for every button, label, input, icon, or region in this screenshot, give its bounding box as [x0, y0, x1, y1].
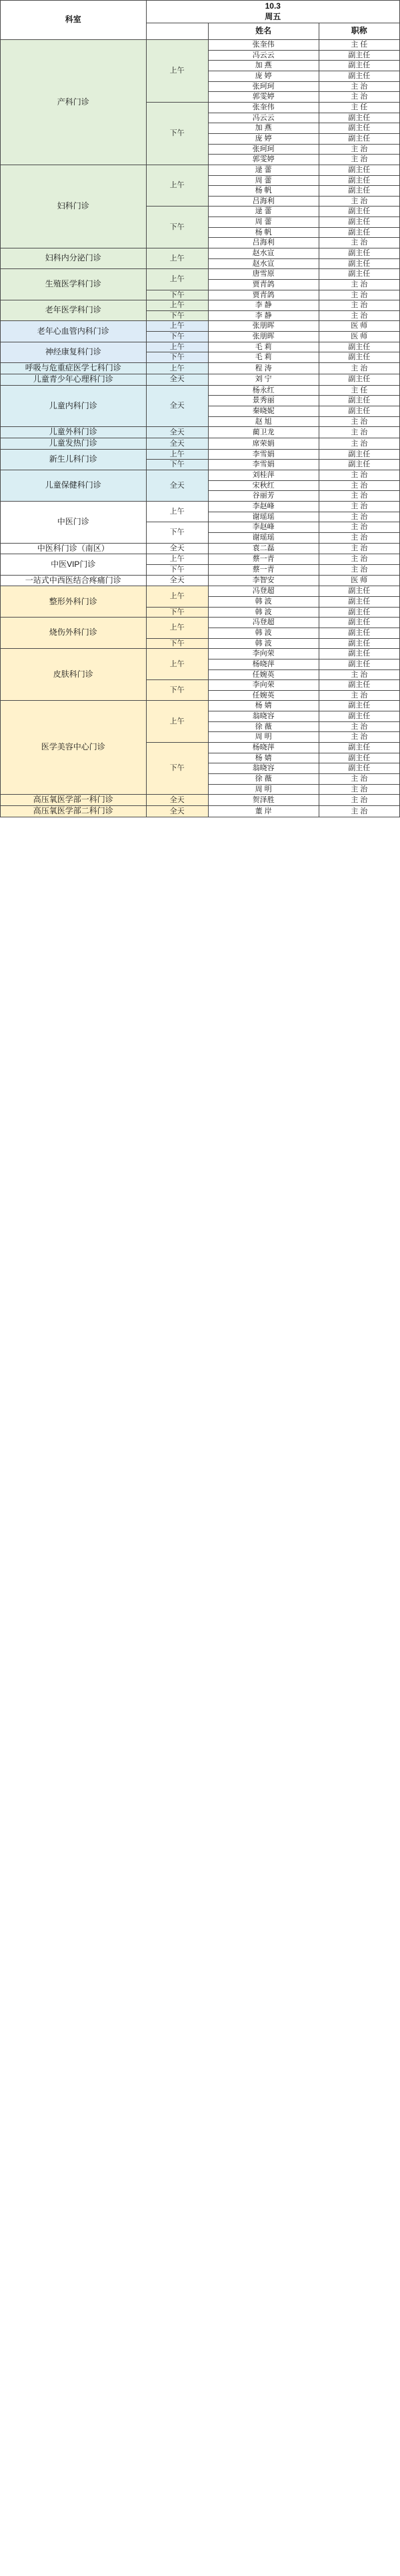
half-day-cell: 全天	[146, 470, 208, 502]
header-dept-cell: 科室	[1, 1, 147, 40]
dept-cell: 儿童外科门诊	[1, 427, 147, 438]
doctor-name-cell[interactable]: 景秀丽	[208, 396, 319, 406]
doctor-title-cell: 主 治	[319, 721, 399, 732]
dept-cell: 儿童内科门诊	[1, 385, 147, 427]
table-row	[1, 502, 400, 512]
doctor-title-cell: 副主任	[319, 175, 399, 186]
dept-cell: 一站式中西医结合疼痛门诊	[1, 575, 147, 586]
doctor-name-cell[interactable]: 周 蕾	[208, 217, 319, 228]
half-day-cell: 下午	[146, 460, 208, 470]
half-day-cell: 下午	[146, 352, 208, 363]
doctor-title-cell: 医 师	[319, 321, 399, 332]
dept-cell: 老年医学科门诊	[1, 300, 147, 321]
table-row	[1, 649, 400, 659]
doctor-title-cell: 主 治	[319, 543, 399, 554]
doctor-title-cell: 副主任	[319, 207, 399, 217]
doctor-name-cell[interactable]: 蔡一青	[208, 565, 319, 576]
table-row	[1, 470, 400, 481]
table-row	[1, 40, 400, 51]
table-row	[1, 438, 400, 450]
doctor-name-cell[interactable]: 庞 婷	[208, 133, 319, 144]
doctor-title-cell: 医 师	[319, 332, 399, 342]
doctor-title-cell: 副主任	[319, 701, 399, 711]
doctor-name-cell[interactable]: 席荣娟	[208, 438, 319, 450]
table-row	[1, 701, 400, 711]
doctor-name-cell[interactable]: 谢瑶瑶	[208, 532, 319, 543]
dept-cell: 儿童保健科门诊	[1, 470, 147, 502]
doctor-title-cell: 副主任	[319, 597, 399, 608]
doctor-name-cell[interactable]: 李向荣	[208, 649, 319, 659]
doctor-title-cell: 副主任	[319, 352, 399, 363]
table-row	[1, 449, 400, 460]
doctor-title-cell: 主 治	[319, 784, 399, 795]
doctor-title-cell: 主 任	[319, 385, 399, 396]
table-row	[1, 554, 400, 565]
doctor-name-cell[interactable]: 杨 帆	[208, 227, 319, 238]
doctor-name-cell[interactable]: 吕海利	[208, 238, 319, 248]
dept-cell: 新生儿科门诊	[1, 449, 147, 470]
dept-cell: 儿童发热门诊	[1, 438, 147, 450]
doctor-title-cell: 主 治	[319, 491, 399, 502]
doctor-title-cell: 主 治	[319, 522, 399, 533]
doctor-title-cell: 副主任	[319, 71, 399, 82]
doctor-title-cell: 主 治	[319, 238, 399, 248]
table-row	[1, 165, 400, 175]
dept-cell: 中医门诊	[1, 502, 147, 544]
doctor-title-cell: 主 治	[319, 427, 399, 438]
doctor-title-cell: 副主任	[319, 680, 399, 691]
header-half-cell	[146, 23, 208, 40]
doctor-title-cell: 副主任	[319, 186, 399, 197]
doctor-title-cell: 副主任	[319, 374, 399, 385]
doctor-name-cell[interactable]: 张奎伟	[208, 40, 319, 51]
doctor-name-cell[interactable]: 张朋晖	[208, 332, 319, 342]
half-day-cell: 下午	[146, 607, 208, 618]
doctor-name-cell[interactable]: 周 蕾	[208, 175, 319, 186]
schedule-sheet	[0, 0, 400, 817]
doctor-name-cell[interactable]: 杨永红	[208, 385, 319, 396]
doctor-title-cell: 副主任	[319, 61, 399, 71]
doctor-name-cell[interactable]: 徐 薇	[208, 773, 319, 784]
dept-cell: 皮肤科门诊	[1, 649, 147, 701]
table-row	[1, 427, 400, 438]
doctor-title-cell: 副主任	[319, 618, 399, 628]
doctor-name-cell[interactable]: 翁晓容	[208, 763, 319, 774]
doctor-title-cell: 主 治	[319, 795, 399, 806]
doctor-title-cell: 主 任	[319, 40, 399, 51]
doctor-title-cell: 主 治	[319, 806, 399, 817]
table-row	[1, 363, 400, 374]
half-day-cell: 全天	[146, 438, 208, 450]
doctor-title-cell: 副主任	[319, 763, 399, 774]
half-day-cell: 下午	[146, 103, 208, 165]
doctor-title-cell: 副主任	[319, 649, 399, 659]
doctor-name-cell[interactable]: 冯云云	[208, 113, 319, 123]
doctor-title-cell: 副主任	[319, 743, 399, 753]
dept-cell: 烧伤外科门诊	[1, 618, 147, 649]
half-day-cell: 上午	[146, 40, 208, 103]
dept-cell: 中医科门诊（南区）	[1, 543, 147, 554]
half-day-cell: 全天	[146, 806, 208, 817]
doctor-title-cell: 主 治	[319, 502, 399, 512]
doctor-name-cell[interactable]: 刘 宁	[208, 374, 319, 385]
table-row	[1, 575, 400, 586]
half-day-cell: 全天	[146, 795, 208, 806]
half-day-cell: 上午	[146, 701, 208, 743]
half-day-cell: 上午	[146, 363, 208, 374]
half-day-cell: 上午	[146, 554, 208, 565]
doctor-title-cell: 主 治	[319, 363, 399, 374]
doctor-name-cell[interactable]: 蔺卫龙	[208, 427, 319, 438]
doctor-title-cell: 主 治	[319, 773, 399, 784]
doctor-name-cell[interactable]: 郭雯婷	[208, 92, 319, 103]
doctor-title-cell: 主 治	[319, 470, 399, 481]
dept-cell: 妇科内分泌门诊	[1, 248, 147, 269]
doctor-title-cell: 主 任	[319, 103, 399, 113]
header-title-cell: 职称	[319, 23, 399, 40]
doctor-title-cell: 副主任	[319, 406, 399, 416]
doctor-name-cell[interactable]: 张朋晖	[208, 321, 319, 332]
doctor-title-cell: 主 治	[319, 690, 399, 701]
doctor-name-cell[interactable]: 张珂珂	[208, 144, 319, 155]
doctor-title-cell: 副主任	[319, 113, 399, 123]
doctor-name-cell[interactable]: 李 静	[208, 300, 319, 311]
doctor-name-cell[interactable]: 赵水宣	[208, 248, 319, 259]
doctor-name-cell[interactable]: 逯 蕾	[208, 207, 319, 217]
doctor-name-cell[interactable]: 贺泽胜	[208, 795, 319, 806]
doctor-name-cell[interactable]: 任婉英	[208, 669, 319, 680]
doctor-title-cell: 副主任	[319, 586, 399, 597]
dept-cell: 产科门诊	[1, 40, 147, 165]
doctor-title-cell: 副主任	[319, 50, 399, 61]
doctor-name-cell[interactable]: 冯登超	[208, 586, 319, 597]
doctor-name-cell[interactable]: 刘桂萍	[208, 470, 319, 481]
doctor-title-cell: 主 治	[319, 144, 399, 155]
doctor-name-cell[interactable]: 周 明	[208, 784, 319, 795]
doctor-title-cell: 副主任	[319, 133, 399, 144]
doctor-name-cell[interactable]: 加 燕	[208, 123, 319, 134]
doctor-name-cell[interactable]: 郭雯婷	[208, 155, 319, 165]
doctor-name-cell[interactable]: 杨晓萍	[208, 659, 319, 669]
doctor-name-cell[interactable]: 贾青鸽	[208, 279, 319, 290]
doctor-title-cell: 副主任	[319, 165, 399, 175]
doctor-name-cell[interactable]: 贾青鸽	[208, 290, 319, 300]
half-day-cell: 上午	[146, 586, 208, 607]
doctor-name-cell[interactable]: 宋秋红	[208, 480, 319, 491]
doctor-name-cell[interactable]: 秦晓妮	[208, 406, 319, 416]
doctor-name-cell[interactable]: 冯云云	[208, 50, 319, 61]
doctor-title-cell: 副主任	[319, 449, 399, 460]
doctor-title-cell: 副主任	[319, 248, 399, 259]
table-row	[1, 248, 400, 259]
doctor-name-cell[interactable]: 冯登超	[208, 618, 319, 628]
table-row	[1, 806, 400, 817]
doctor-title-cell: 主 治	[319, 669, 399, 680]
half-day-cell: 全天	[146, 543, 208, 554]
half-day-cell: 上午	[146, 449, 208, 460]
half-day-cell: 下午	[146, 290, 208, 300]
doctor-name-cell[interactable]: 李雪娟	[208, 449, 319, 460]
doctor-name-cell[interactable]: 韩 波	[208, 597, 319, 608]
doctor-title-cell: 主 治	[319, 290, 399, 300]
doctor-title-cell: 副主任	[319, 396, 399, 406]
doctor-title-cell: 主 治	[319, 155, 399, 165]
doctor-name-cell[interactable]: 韩 波	[208, 607, 319, 618]
doctor-name-cell[interactable]: 蔡一青	[208, 554, 319, 565]
doctor-title-cell: 主 治	[319, 565, 399, 576]
half-day-cell: 下午	[146, 743, 208, 795]
doctor-name-cell[interactable]: 谷丽芳	[208, 491, 319, 502]
doctor-name-cell[interactable]: 张珂珂	[208, 81, 319, 92]
doctor-title-cell: 主 治	[319, 480, 399, 491]
doctor-name-cell[interactable]: 唐雪原	[208, 269, 319, 280]
half-day-cell: 上午	[146, 649, 208, 680]
half-day-cell: 上午	[146, 300, 208, 311]
doctor-title-cell: 副主任	[319, 460, 399, 470]
dept-cell: 老年心血管内科门诊	[1, 321, 147, 342]
doctor-title-cell: 副主任	[319, 217, 399, 228]
doctor-title-cell: 副主任	[319, 638, 399, 649]
doctor-name-cell[interactable]: 董 岸	[208, 806, 319, 817]
doctor-name-cell[interactable]: 逯 蕾	[208, 165, 319, 175]
doctor-name-cell[interactable]: 周 明	[208, 732, 319, 743]
doctor-name-cell[interactable]: 徐 薇	[208, 721, 319, 732]
doctor-title-cell: 副主任	[319, 711, 399, 722]
dept-cell: 高压氧医学部二科门诊	[1, 806, 147, 817]
half-day-cell: 上午	[146, 165, 208, 207]
dept-cell: 医学美容中心门诊	[1, 701, 147, 795]
doctor-title-cell: 主 治	[319, 279, 399, 290]
doctor-name-cell[interactable]: 韩 波	[208, 638, 319, 649]
dept-cell: 生殖医学科门诊	[1, 269, 147, 300]
half-day-cell: 全天	[146, 427, 208, 438]
table-row	[1, 269, 400, 280]
table-header-row-date	[1, 1, 400, 23]
table-row	[1, 795, 400, 806]
half-day-cell: 下午	[146, 680, 208, 701]
half-day-cell: 上午	[146, 248, 208, 269]
header-date-day: 10.3	[265, 1, 281, 11]
table-row	[1, 321, 400, 332]
doctor-title-cell: 主 治	[319, 416, 399, 427]
dept-cell: 神经康复科门诊	[1, 342, 147, 362]
half-day-cell: 下午	[146, 332, 208, 342]
doctor-name-cell[interactable]: 韩 波	[208, 628, 319, 639]
half-day-cell: 全天	[146, 385, 208, 427]
doctor-name-cell[interactable]: 加 燕	[208, 61, 319, 71]
doctor-title-cell: 副主任	[319, 753, 399, 763]
doctor-name-cell[interactable]: 翁晓容	[208, 711, 319, 722]
half-day-cell: 全天	[146, 575, 208, 586]
doctor-title-cell: 副主任	[319, 607, 399, 618]
table-row	[1, 385, 400, 396]
doctor-title-cell: 副主任	[319, 227, 399, 238]
dept-cell: 中医VIP门诊	[1, 554, 147, 575]
doctor-name-cell[interactable]: 赵 旭	[208, 416, 319, 427]
header-date-weekday: 周五	[265, 11, 281, 21]
doctor-name-cell[interactable]: 李赵峰	[208, 502, 319, 512]
half-day-cell: 下午	[146, 522, 208, 543]
doctor-name-cell[interactable]: 毛 莉	[208, 342, 319, 352]
half-day-cell: 下午	[146, 565, 208, 576]
doctor-title-cell: 副主任	[319, 258, 399, 269]
half-day-cell: 下午	[146, 638, 208, 649]
half-day-cell: 上午	[146, 321, 208, 332]
table-row	[1, 586, 400, 597]
table-row	[1, 543, 400, 554]
doctor-title-cell: 副主任	[319, 659, 399, 669]
doctor-name-cell[interactable]: 吕海利	[208, 196, 319, 207]
doctor-name-cell[interactable]: 李向荣	[208, 680, 319, 691]
dept-cell: 高压氧医学部一科门诊	[1, 795, 147, 806]
doctor-title-cell: 主 治	[319, 196, 399, 207]
doctor-title-cell: 主 治	[319, 554, 399, 565]
half-day-cell: 上午	[146, 269, 208, 290]
doctor-title-cell: 主 治	[319, 81, 399, 92]
doctor-name-cell[interactable]: 张奎伟	[208, 103, 319, 113]
doctor-name-cell[interactable]: 程 涛	[208, 363, 319, 374]
half-day-cell: 上午	[146, 342, 208, 352]
doctor-title-cell: 主 治	[319, 300, 399, 311]
doctor-title-cell: 副主任	[319, 342, 399, 352]
doctor-name-cell[interactable]: 李 静	[208, 310, 319, 321]
doctor-title-cell: 主 治	[319, 532, 399, 543]
doctor-name-cell[interactable]: 杨 婧	[208, 701, 319, 711]
doctor-title-cell: 主 治	[319, 732, 399, 743]
doctor-title-cell: 主 治	[319, 310, 399, 321]
header-name-cell: 姓名	[208, 23, 319, 40]
doctor-name-cell[interactable]: 谢瑶瑶	[208, 512, 319, 522]
doctor-title-cell: 副主任	[319, 123, 399, 134]
doctor-name-cell[interactable]: 杨晓萍	[208, 743, 319, 753]
doctor-name-cell[interactable]: 杨 帆	[208, 186, 319, 197]
dept-cell: 整形外科门诊	[1, 586, 147, 618]
table-row	[1, 618, 400, 628]
doctor-title-cell: 主 治	[319, 438, 399, 450]
table-row	[1, 374, 400, 385]
dept-cell: 妇科门诊	[1, 165, 147, 248]
doctor-name-cell[interactable]: 袁二磊	[208, 543, 319, 554]
doctor-name-cell[interactable]: 李赵峰	[208, 522, 319, 533]
table-row	[1, 300, 400, 311]
half-day-cell: 全天	[146, 374, 208, 385]
doctor-name-cell[interactable]: 李雪娟	[208, 460, 319, 470]
doctor-title-cell: 副主任	[319, 628, 399, 639]
table-row	[1, 342, 400, 352]
dept-cell: 呼吸与危重症医学七科门诊	[1, 363, 147, 374]
dept-cell: 儿童青少年心理科门诊	[1, 374, 147, 385]
half-day-cell: 上午	[146, 618, 208, 638]
doctor-name-cell[interactable]: 杨 婧	[208, 753, 319, 763]
doctor-name-cell[interactable]: 赵水宣	[208, 258, 319, 269]
doctor-title-cell: 副主任	[319, 269, 399, 280]
doctor-title-cell: 主 治	[319, 512, 399, 522]
half-day-cell: 下午	[146, 207, 208, 248]
doctor-title-cell: 主 治	[319, 92, 399, 103]
doctor-name-cell[interactable]: 毛 莉	[208, 352, 319, 363]
doctor-name-cell[interactable]: 庞 婷	[208, 71, 319, 82]
header-date-cell	[146, 1, 399, 23]
doctor-title-cell: 医 师	[319, 575, 399, 586]
doctor-name-cell[interactable]: 任婉英	[208, 690, 319, 701]
half-day-cell: 上午	[146, 502, 208, 522]
half-day-cell: 下午	[146, 310, 208, 321]
doctor-name-cell[interactable]: 李智安	[208, 575, 319, 586]
schedule-table	[0, 0, 400, 817]
